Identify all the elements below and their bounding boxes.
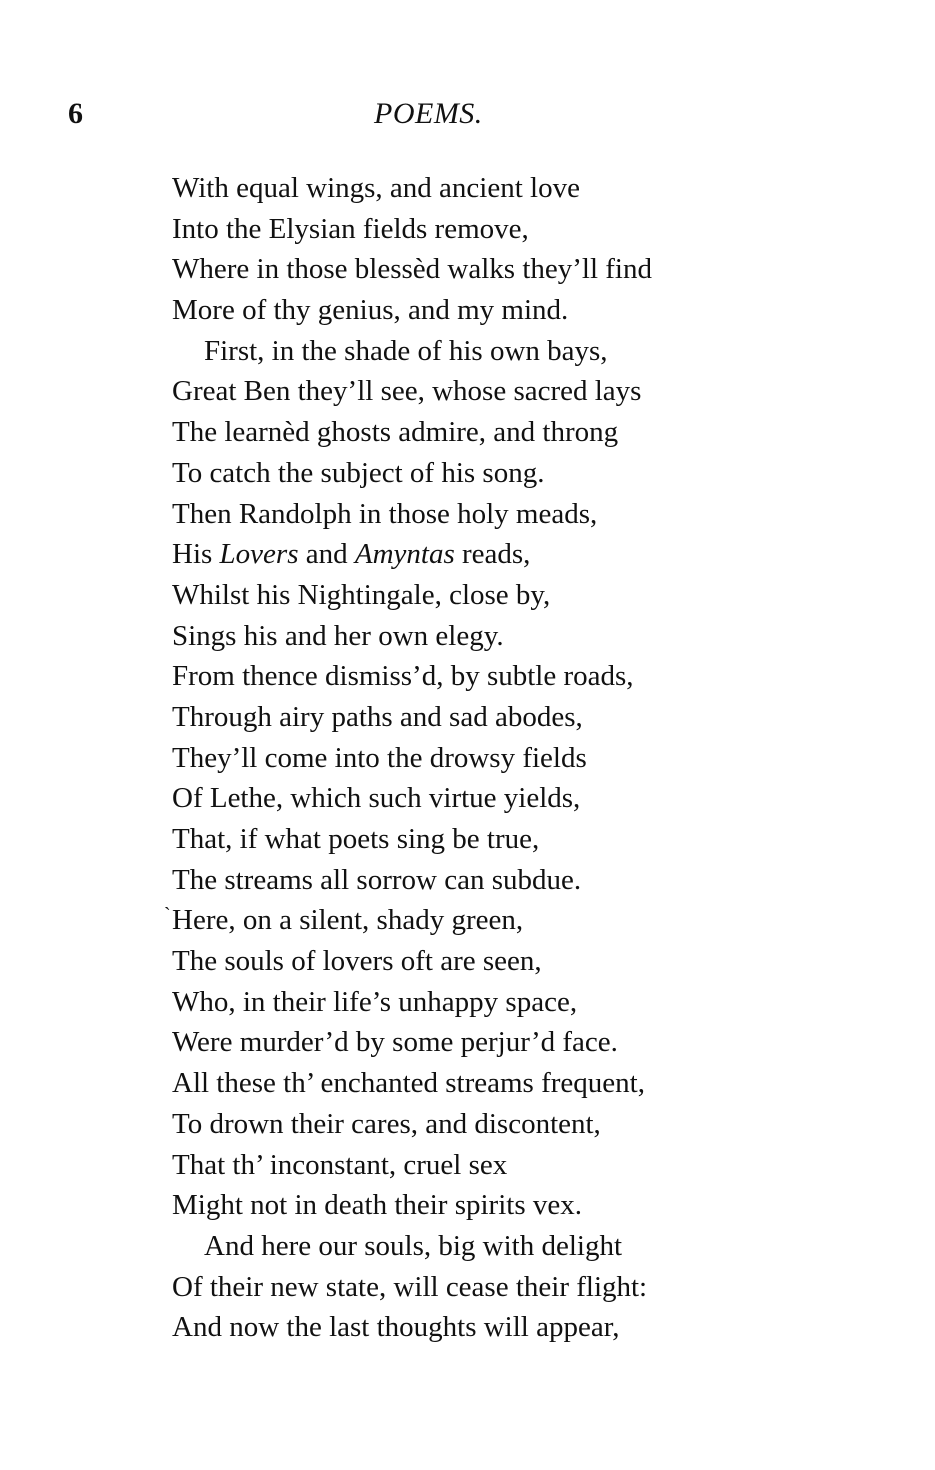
- verse-line: [172, 1226, 892, 1267]
- verse-line: [172, 1145, 892, 1186]
- verse-line: [172, 1185, 892, 1226]
- verse-line: [172, 941, 892, 982]
- verse-text: Of Lethe, which such virtue yields,: [172, 782, 581, 815]
- verse-line: [172, 860, 892, 901]
- verse-line: [172, 697, 892, 738]
- verse-line: [172, 412, 892, 453]
- verse-line: [172, 982, 892, 1023]
- verse-line: [172, 290, 892, 331]
- verse-text: The streams all sorrow can subdue.: [172, 863, 582, 896]
- verse-text: That th’ inconstant, cruel sex: [172, 1148, 508, 1181]
- verse-line: [172, 371, 892, 412]
- page-number: 6: [68, 97, 83, 130]
- verse-text: reads,: [454, 538, 531, 571]
- verse-text: From thence dismiss’d, by subtle roads,: [172, 660, 634, 693]
- verse-text: His: [172, 538, 220, 571]
- verse-line: [172, 819, 892, 860]
- verse-line: [172, 778, 892, 819]
- verse-line: [172, 1022, 892, 1063]
- verse-line: [172, 453, 892, 494]
- verse-text: Who, in their life’s unhappy space,: [172, 985, 578, 1018]
- verse-line: [172, 331, 892, 372]
- verse-line: [172, 738, 892, 779]
- verse-line: [172, 534, 892, 575]
- poem-body: [172, 168, 892, 1348]
- verse-text: They’ll come into the drowsy fields: [172, 741, 587, 774]
- verse-line: [172, 900, 892, 941]
- verse-text: Were murder’d by some perjur’d face.: [172, 1026, 618, 1059]
- verse-text: Of their new state, will cease their flight:: [172, 1270, 648, 1303]
- verse-text: The souls of lovers oft are seen,: [172, 945, 542, 978]
- verse-text: The learnèd ghosts admire, and throng: [172, 416, 619, 449]
- verse-line: [172, 575, 892, 616]
- verse-text: Then Randolph in those holy meads,: [172, 497, 598, 530]
- verse-line: [172, 249, 892, 290]
- italic-title: Amyntas: [354, 538, 455, 571]
- verse-text: And here our souls, big with delight: [204, 1229, 623, 1262]
- verse-line: [172, 1267, 892, 1308]
- verse-text: Might not in death their spirits vex.: [172, 1189, 582, 1222]
- verse-text: All these th’ enchanted streams frequent,: [172, 1067, 645, 1100]
- verse-line: [172, 1307, 892, 1348]
- verse-line: [172, 209, 892, 250]
- verse-text: That, if what poets sing be true,: [172, 823, 540, 855]
- verse-text: Into the Elysian fields remove,: [172, 212, 529, 245]
- verse-text: Whilst his Nightingale, close by,: [172, 578, 551, 611]
- verse-line: [172, 616, 892, 657]
- verse-text: and: [298, 538, 355, 571]
- verse-line: [172, 1104, 892, 1145]
- verse-text: With equal wings, and ancient love: [172, 172, 580, 204]
- verse-text: Great Ben they’ll see, whose sacred lays: [172, 375, 642, 408]
- verse-text: Sings his and her own elegy.: [172, 619, 504, 652]
- verse-line: [172, 494, 892, 535]
- running-head: POEMS.: [374, 97, 483, 130]
- verse-text: Here, on a silent, shady green,: [172, 904, 524, 937]
- verse-line: [172, 1063, 892, 1104]
- margin-tick-mark: `: [164, 904, 171, 926]
- verse-text: To drown their cares, and discontent,: [172, 1107, 601, 1140]
- verse-text: Through airy paths and sad abodes,: [172, 700, 583, 733]
- verse-text: Where in those blessèd walks they’ll find: [172, 253, 652, 286]
- verse-text: More of thy genius, and my mind.: [172, 294, 569, 327]
- verse-text: And now the last thoughts will appear,: [172, 1311, 620, 1344]
- verse-line: [172, 168, 892, 209]
- verse-line: [172, 656, 892, 697]
- italic-title: Lovers: [219, 538, 299, 571]
- verse-text: First, in the shade of his own bays,: [204, 334, 608, 367]
- verse-text: To catch the subject of his song.: [172, 456, 545, 489]
